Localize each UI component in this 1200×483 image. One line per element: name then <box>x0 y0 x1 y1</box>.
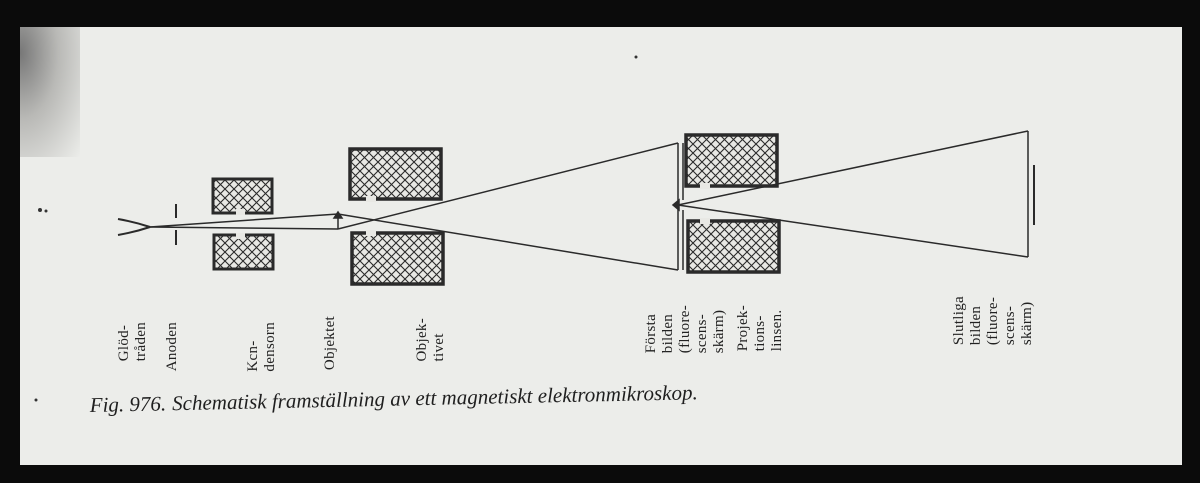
label-line: skärm) <box>1019 301 1035 346</box>
label-line: scens- <box>694 313 710 354</box>
electron-ray-paths <box>150 131 1028 270</box>
label-slutliga-bilden <box>951 296 1036 345</box>
label-projektionslinsen <box>735 305 786 351</box>
figure-number: Fig. 976. <box>89 391 167 418</box>
label-line: Slutliga <box>951 296 967 346</box>
label-line: scens- <box>1002 305 1018 346</box>
label-forsta-bilden <box>643 305 728 353</box>
label-line: tions- <box>752 315 768 352</box>
label-line: linsen. <box>769 309 785 352</box>
label-objektet <box>322 316 339 370</box>
label-line: Glöd- <box>116 324 132 362</box>
label-objektivet <box>414 318 448 361</box>
filament-shape <box>118 219 150 235</box>
objective-coil <box>350 149 443 284</box>
label-line: (fluore- <box>677 305 693 354</box>
label-line: densorn <box>262 322 278 372</box>
label-kondensorn <box>245 322 279 372</box>
label-line: (fluore- <box>985 296 1001 346</box>
label-line: Objek- <box>414 318 430 362</box>
label-line: skärm) <box>711 309 727 354</box>
label-line: bilden <box>660 313 676 354</box>
final-image-screen <box>1028 131 1034 257</box>
label-anoden <box>164 322 181 371</box>
condenser-coil <box>213 179 273 269</box>
projection-coil <box>686 135 779 272</box>
label-glodtraden <box>116 322 150 361</box>
label-line: tråden <box>133 322 149 362</box>
label-line: Projek- <box>735 305 751 352</box>
caption-text: Schematisk framställning av ett magnetiskt elektronmikroskop. <box>171 380 698 416</box>
first-image-screen <box>673 143 683 270</box>
label-line: tivet <box>431 333 447 362</box>
label-line: bilden <box>968 305 984 346</box>
label-line: Kcn- <box>245 340 261 372</box>
label-line: Anoden <box>164 322 180 372</box>
label-line: Objektet <box>322 316 338 371</box>
label-line: Första <box>643 313 659 354</box>
